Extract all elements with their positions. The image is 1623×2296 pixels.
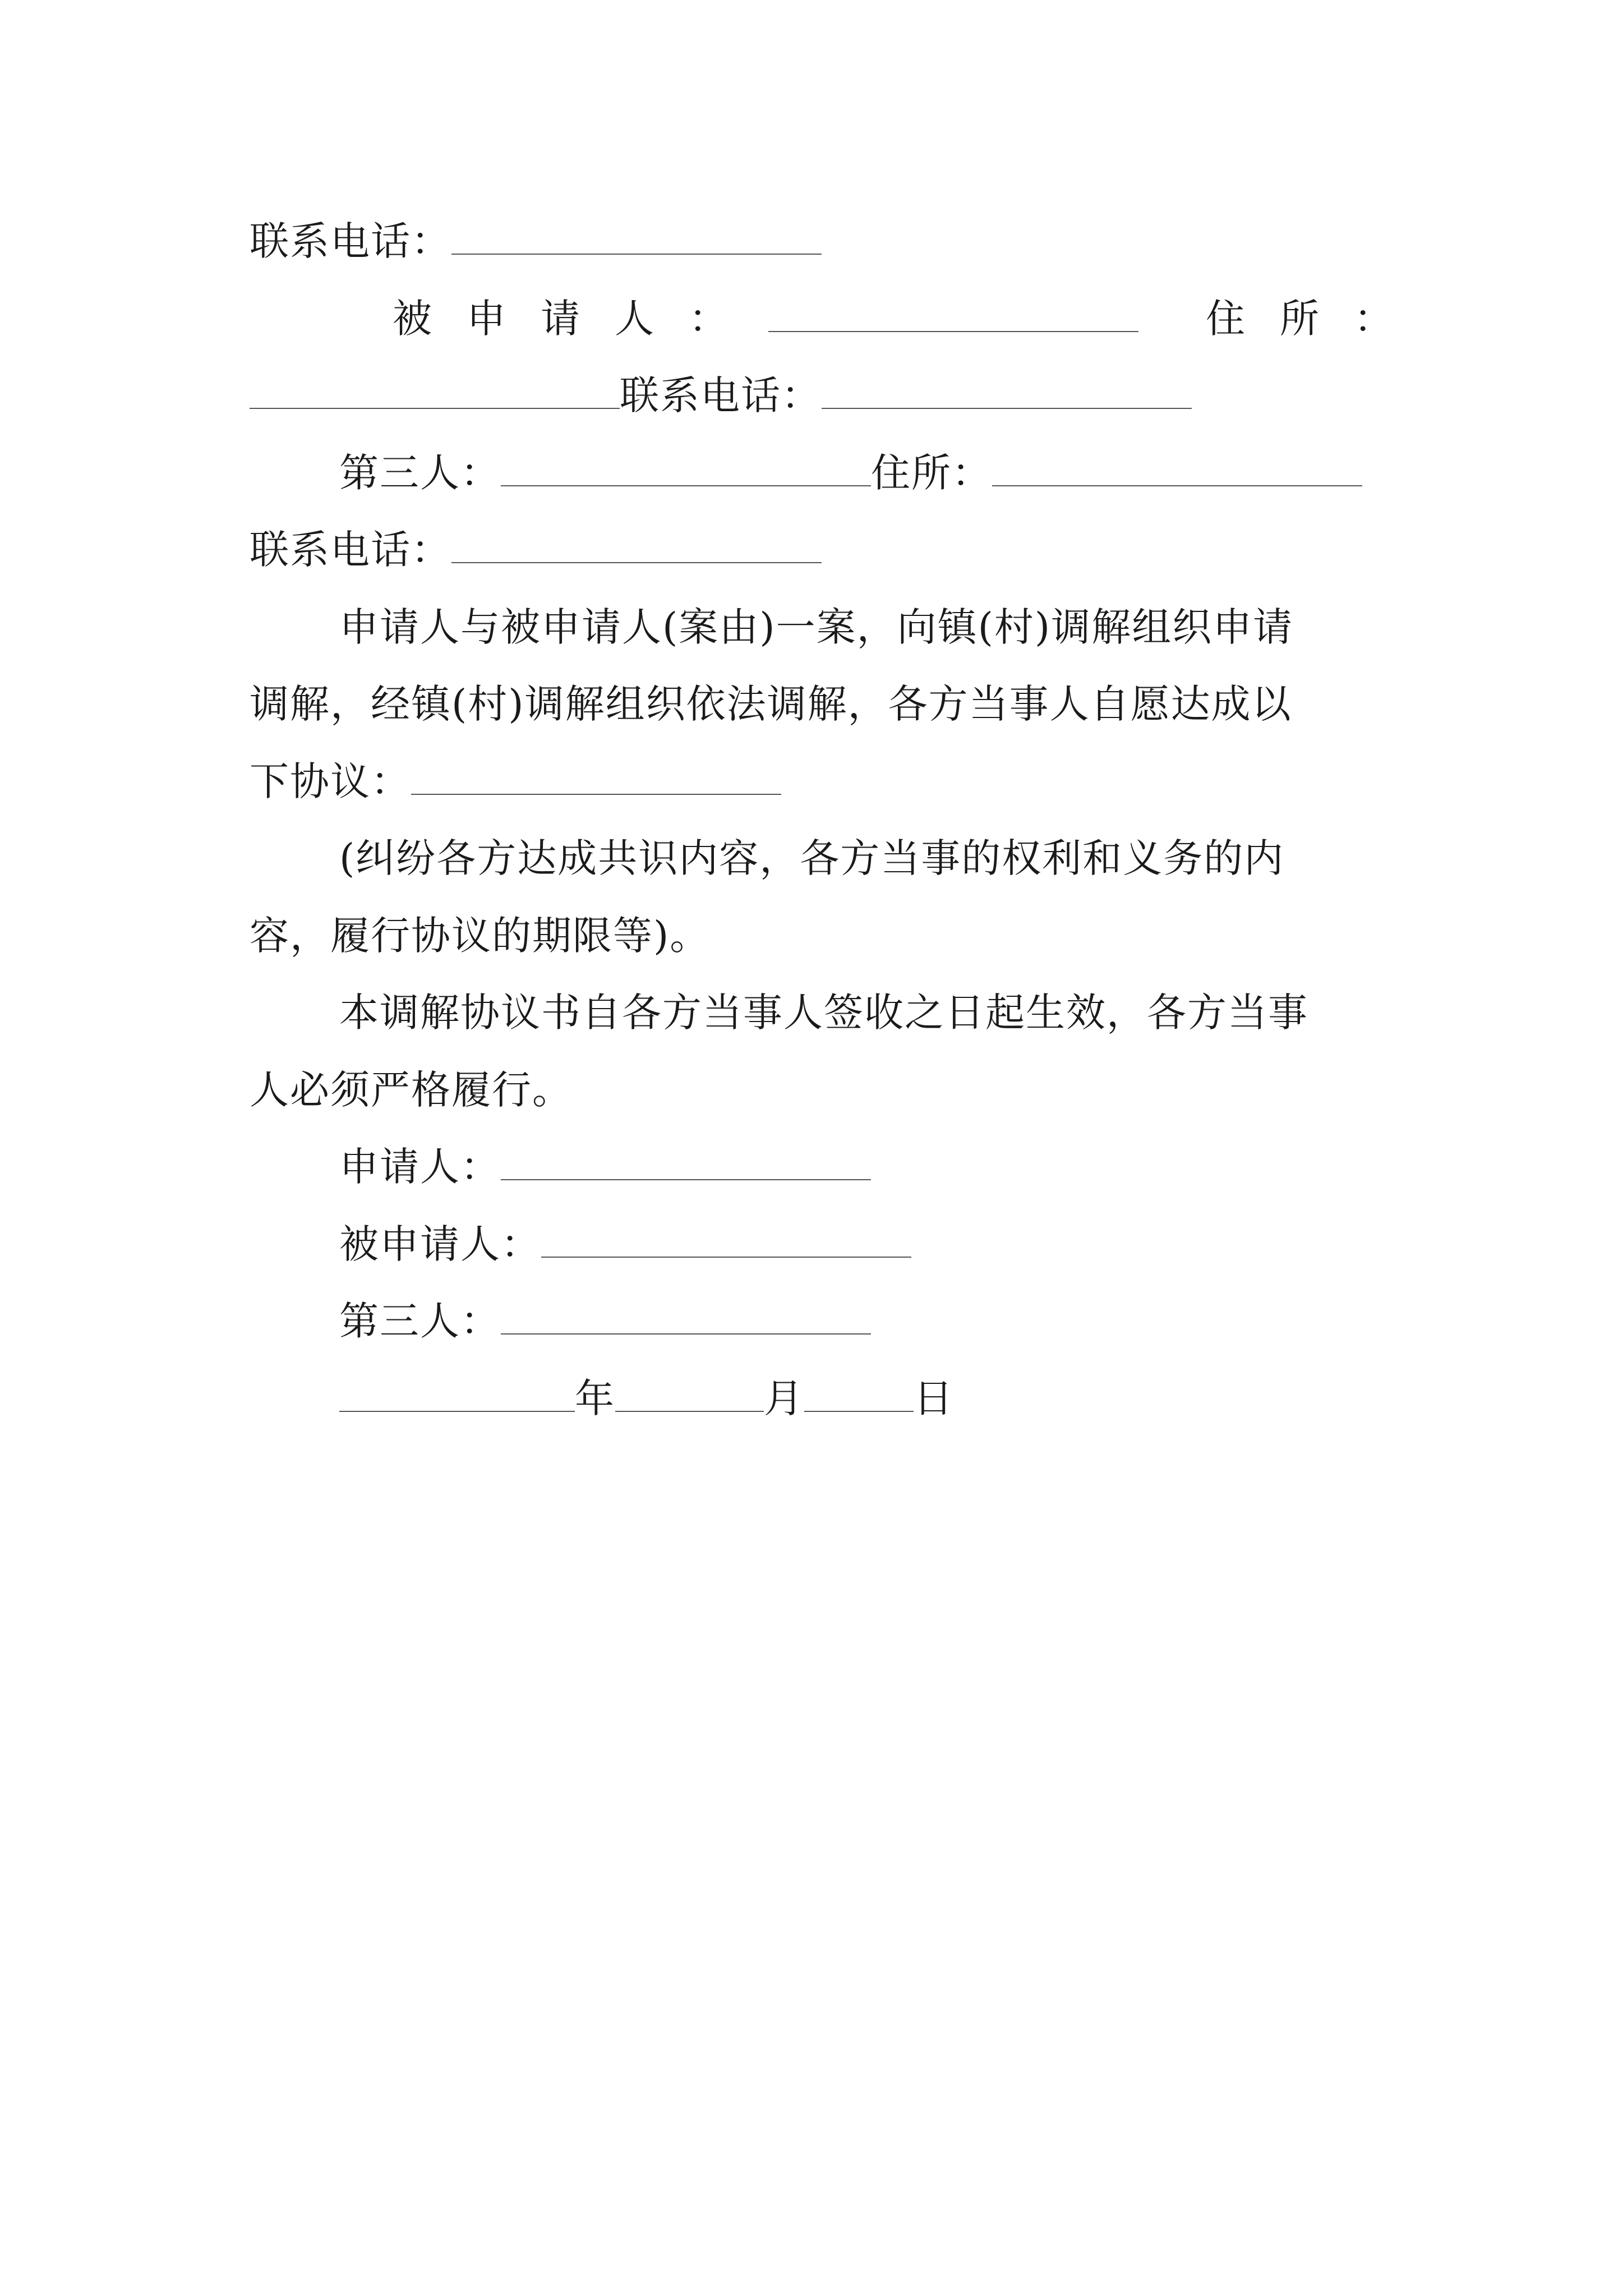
respondent-contact-blank[interactable] [822,373,1192,409]
applicant-signature-label: 申请人： [339,1144,501,1190]
respondent-residence-blank[interactable] [250,373,620,409]
third-party-residence-label: 住所： [871,450,992,496]
third-party-line [339,446,1483,500]
respondent-line [393,292,1537,346]
applicant-signature-line [339,1140,1483,1194]
paragraph-text: 申请人与被申请人(案由)一案，向镇(村)调解组织申请 [339,604,1294,650]
paragraph-text: (纠纷各方达成共识内容，各方当事的权利和义务的内 [339,835,1285,881]
respondent-signature-label: 被申请人： [339,1221,541,1267]
respondent-label: 被申请人： [393,296,763,342]
third-party-signature-label: 第三人： [339,1298,501,1344]
third-party-blank[interactable] [501,450,871,486]
third-party-label: 第三人： [339,450,501,496]
paragraph-text: 容，履行协议的期限等)。 [250,913,711,959]
paragraph-text: 人必须严格履行。 [250,1067,573,1113]
applicant-signature-blank[interactable] [501,1144,871,1180]
paragraph-1-line-1 [339,600,1483,654]
contact-phone-line [250,214,1394,268]
agreement-label: 下协议： [250,758,411,804]
paragraph-2-line-1 [339,831,1483,885]
third-party-residence-blank[interactable] [992,450,1362,486]
contact-phone-label: 联系电话： [250,218,451,264]
paragraph-text: 本调解协议书自各方当事人签收之日起生效，各方当事 [339,990,1308,1036]
paragraph-1-line-3 [250,754,1394,808]
month-label: 月 [764,1375,804,1421]
day-blank[interactable] [804,1376,914,1412]
respondent-contact-line [250,369,1394,422]
third-party-contact-blank[interactable] [451,527,822,563]
respondent-signature-line [339,1217,1483,1271]
respondent-blank[interactable] [768,296,1138,332]
contact-phone-blank[interactable] [451,219,822,255]
year-label: 年 [575,1375,615,1421]
agreement-blank[interactable] [411,759,781,795]
day-label: 日 [914,1375,954,1421]
paragraph-text: 调解，经镇(村)调解组织依法调解，各方当事人自愿达成以 [250,681,1292,727]
third-party-contact-label: 联系电话： [250,527,451,573]
residence-label: 住所： [1206,296,1428,342]
respondent-signature-blank[interactable] [541,1222,911,1258]
third-party-signature-line [339,1294,1483,1348]
respondent-contact-label: 联系电话： [620,372,822,418]
month-blank[interactable] [615,1376,764,1412]
paragraph-3-line-1 [339,986,1483,1039]
date-line [339,1372,1483,1425]
paragraph-2-line-2 [250,909,1394,963]
paragraph-3-line-2 [250,1063,1394,1117]
third-party-contact-line [250,523,1394,577]
year-blank[interactable] [339,1376,575,1412]
paragraph-1-line-2 [250,677,1394,731]
third-party-signature-blank[interactable] [501,1299,871,1335]
